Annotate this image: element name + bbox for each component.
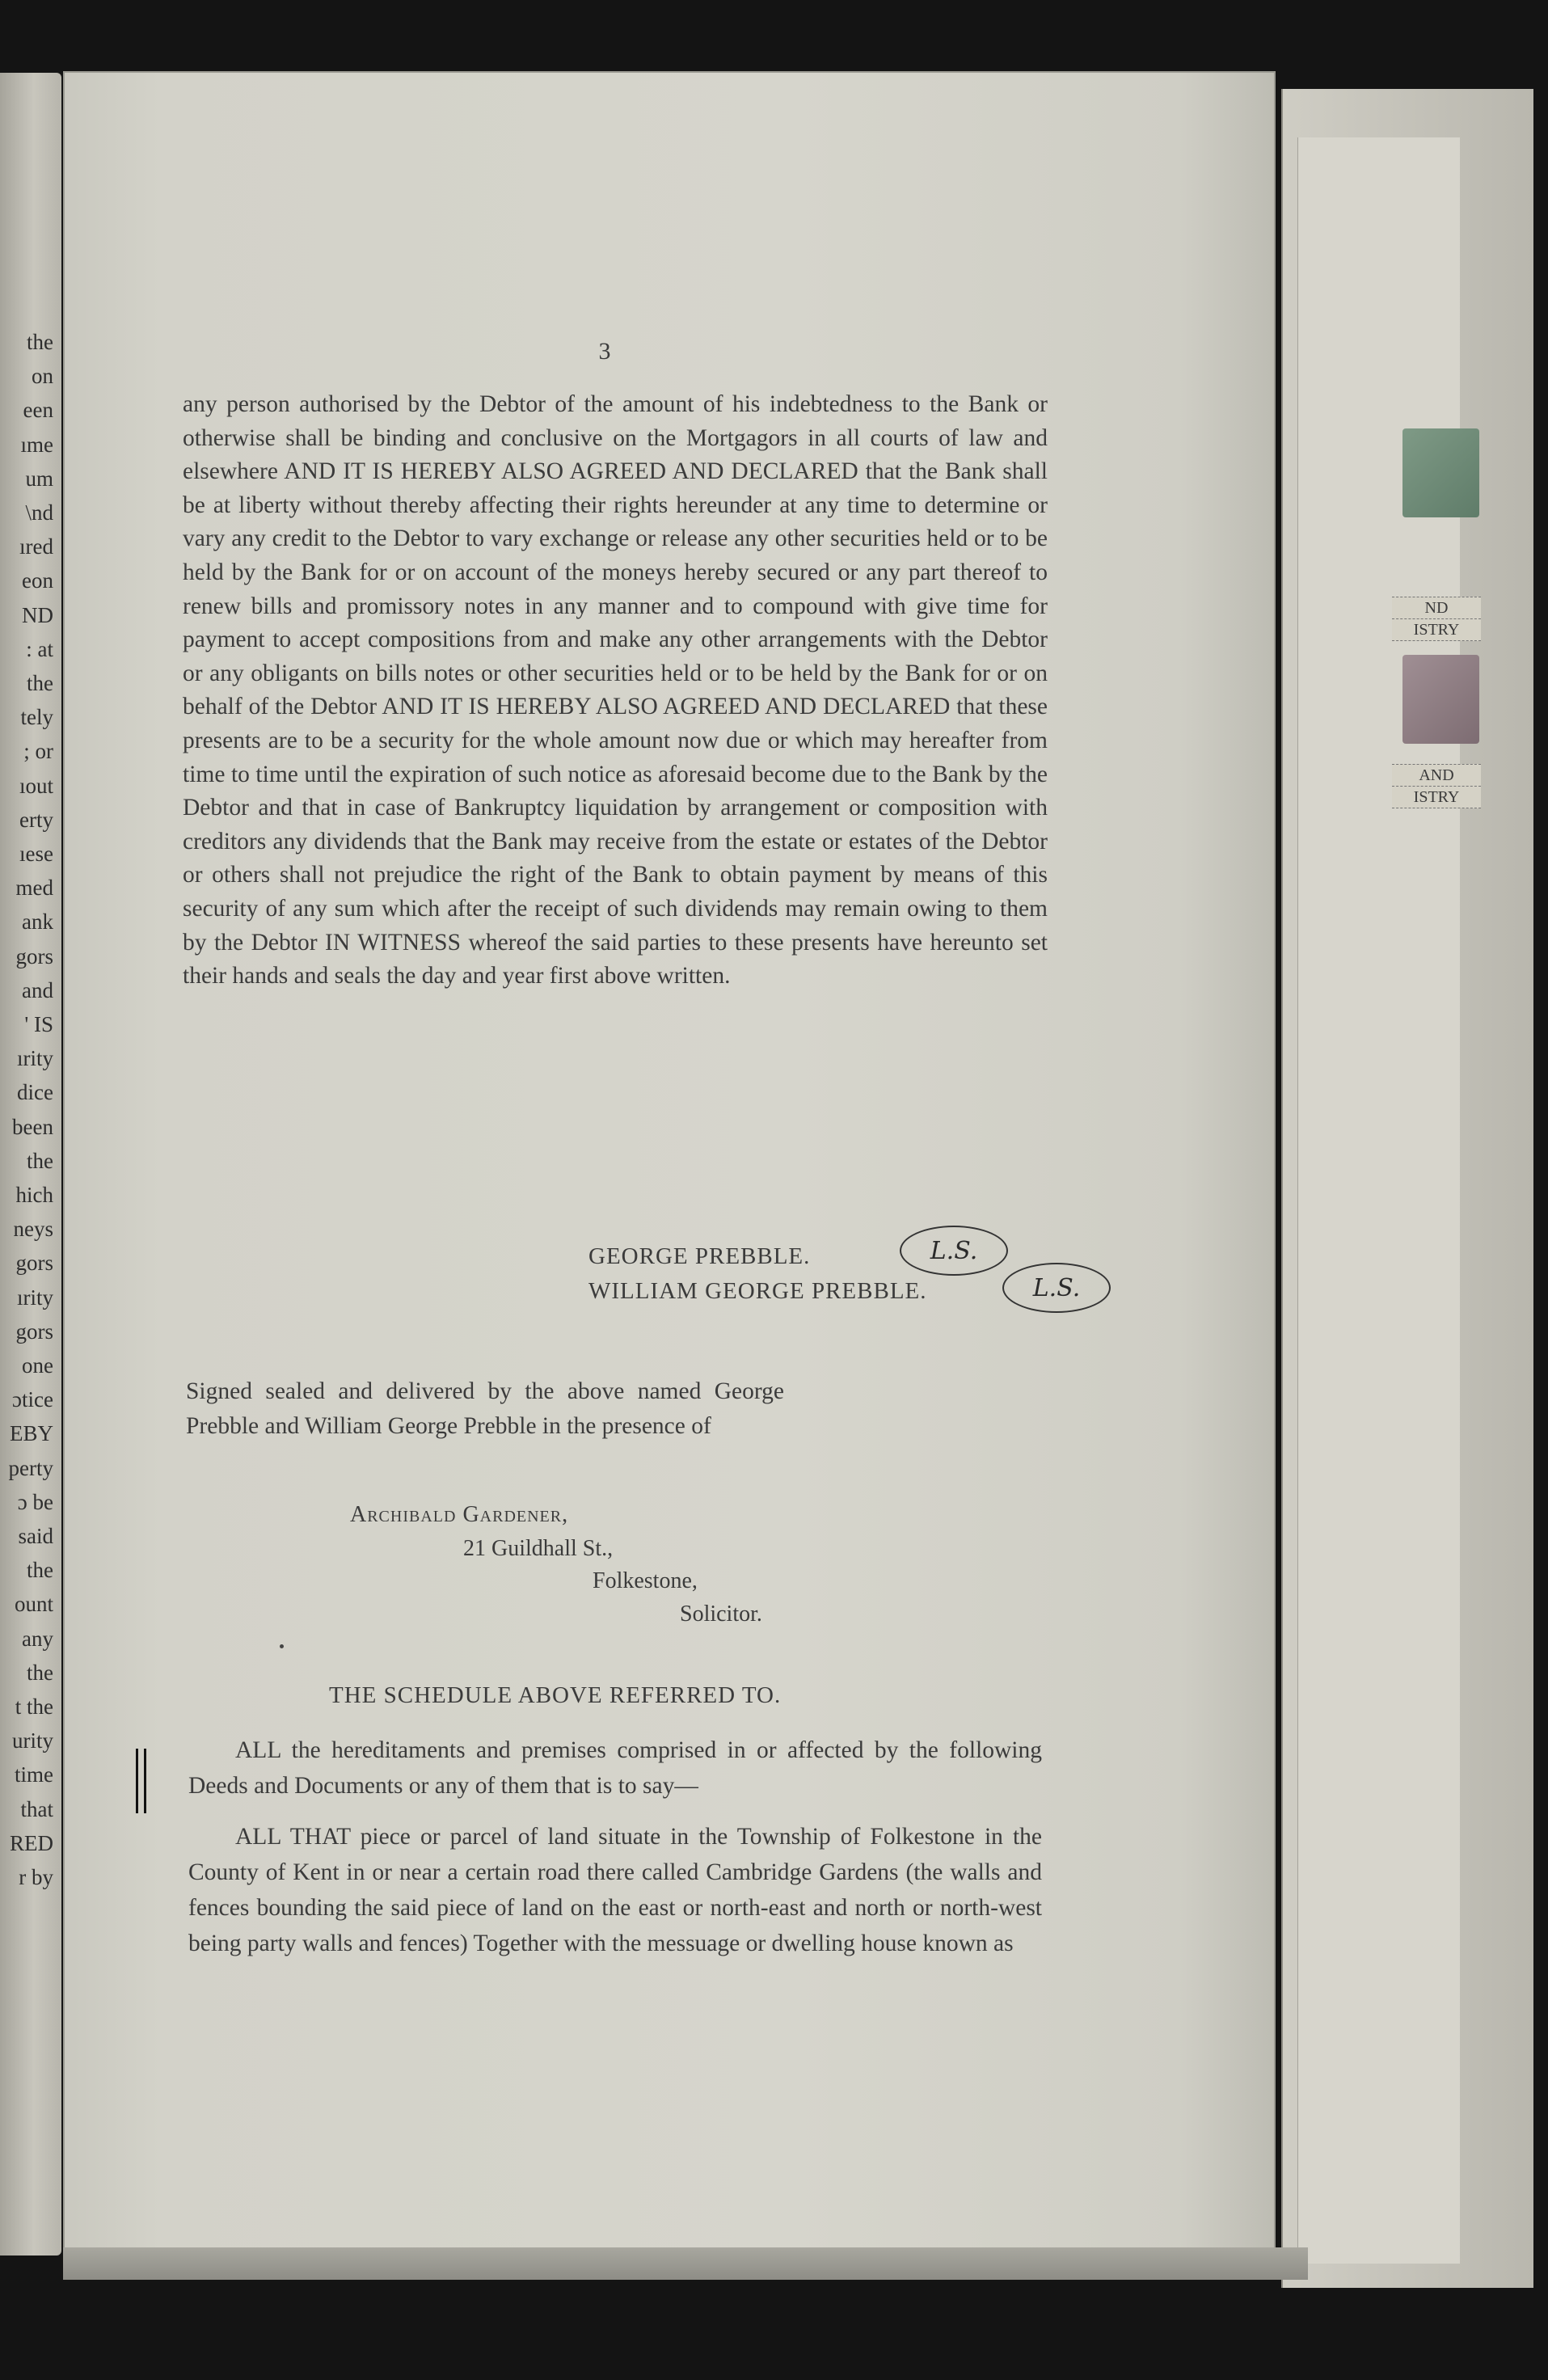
seal-icon-1: L.S. [900, 1226, 1008, 1276]
previous-page-fragment: ıme [20, 432, 53, 457]
previous-page-fragment: EBY [10, 1421, 53, 1446]
previous-page-fragment: ; or [23, 739, 53, 764]
stamp-band-lower: AND [1392, 764, 1481, 787]
signatory-name-2: WILLIAM GEORGE PREBBLE. [588, 1278, 927, 1304]
previous-page-fragment: \nd [25, 500, 53, 525]
previous-page-fragment: the [27, 1148, 53, 1173]
attestation-clause: Signed sealed and delivered by the above named George Prebble and William George Prebble in the presence of [186, 1378, 784, 1439]
previous-page-fragment: that [20, 1796, 53, 1821]
book-bottom-edge [63, 2247, 1308, 2280]
previous-page-fragment: urity [12, 1728, 53, 1753]
previous-page-fragment: dice [17, 1080, 53, 1105]
next-pages-stack [1281, 89, 1533, 2288]
previous-page-fragment: ɔ be [17, 1489, 53, 1514]
previous-page-fragment: said [18, 1524, 53, 1548]
previous-page-fragment: t the [15, 1694, 53, 1719]
previous-page-fragment: tely [20, 705, 53, 730]
revenue-stamp-green [1402, 428, 1479, 517]
stamp-band-lower-2: ISTRY [1392, 786, 1481, 808]
previous-page-fragment: hich [15, 1183, 53, 1207]
previous-page-fragment: med [15, 876, 53, 901]
previous-page-fragment: ıout [19, 773, 53, 798]
stamp-band-upper: ND [1392, 597, 1481, 619]
page-number: 3 [598, 338, 611, 365]
witness-town: Folkestone, [593, 1568, 698, 1593]
previous-page-fragment: RED [10, 1830, 53, 1855]
previous-page-fragment: ırity [17, 1285, 53, 1310]
previous-page-fragment: erty [19, 807, 53, 832]
previous-page-fragment: ɔtice [12, 1387, 53, 1412]
previous-page-fragment: any [22, 1626, 53, 1651]
previous-page-fragment: on [32, 364, 53, 389]
previous-page-edge [0, 73, 61, 2256]
previous-page-fragment: ıred [19, 534, 53, 559]
previous-page-fragment: gors [15, 943, 53, 968]
previous-page-fragment: time [15, 1762, 53, 1787]
previous-page-fragment: the [27, 1558, 53, 1583]
previous-page-fragment: : at [26, 636, 53, 661]
previous-page-fragment: gors [15, 1251, 53, 1276]
previous-page-fragment: one [22, 1353, 53, 1378]
previous-page-fragment: ' IS [24, 1012, 53, 1036]
previous-page-fragment: ıese [19, 842, 53, 866]
schedule-heading: THE SCHEDULE ABOVE REFERRED TO. [329, 1682, 782, 1708]
previous-page-fragment: r by [19, 1865, 53, 1889]
previous-page-fragment: een [23, 398, 53, 423]
previous-page-fragment: the [27, 330, 53, 354]
previous-page-fragment: ND [22, 602, 53, 627]
previous-page-fragment: perty [8, 1455, 53, 1480]
previous-page-fragment: been [12, 1114, 53, 1139]
ink-dot [280, 1644, 284, 1648]
witness-name: Archibald Gardener, [350, 1502, 569, 1527]
revenue-stamp-mauve [1402, 655, 1479, 744]
previous-page-fragment: ırity [17, 1046, 53, 1071]
signatory-name-1: GEORGE PREBBLE. [588, 1243, 811, 1269]
previous-page-fragment: ank [22, 909, 53, 935]
previous-page-fragment: um [25, 466, 53, 491]
seal-icon-2: L.S. [1002, 1263, 1111, 1313]
previous-page-fragment: and [22, 977, 53, 1002]
deed-body-paragraph: any person authorised by the Debtor of the amount of his indebtedness to the Bank or otherwise shall be binding and conclusive on the Mortgagors in all courts of law and elsewhere AND IT IS HEREBY ALSO AGREED AND DECLARED that the Bank shall be at liberty without thereby affecting their rights hereunder at any time to determine or vary any credit to the Debtor to vary exchange or release any other securities held or to be held by the Bank for or on account of the moneys hereby secured or any part thereof to renew bills and promissory notes in any manner and to compound with give time for payment to accept compositions from and make any other arrangements with the Debtor or any obligants on bills notes or other securities held or to be held by the Bank for or on behalf of the Debtor AND IT IS HEREBY ALSO AGREED AND DECLARED that these presents are to be a security for the whole amount now due or which may hereafter from time to time until the expiration of such notice as aforesaid become due to the Bank by the Debtor and that in case of Bankruptcy liquidation by arrangement or composition with creditors any dividends that the Bank may receive from the estate or estates of the Debtor or others shall not prejudice the right of the Bank to obtain payment by means of this security of any sum which after the receipt of such dividends may remain owing to them by the Debtor IN WITNESS whereof the said parties to these presents have hereunto set their hands and seals the day and year first above written. [183, 391, 1048, 990]
previous-page-fragment: the [27, 671, 53, 695]
previous-page-fragment: ount [14, 1592, 53, 1617]
schedule-paragraph-2: ALL THAT piece or parcel of land situate in the Township of Folkestone in the County of Kent in or near a certain road there called Cambridge Gardens (the walls and fences bounding the said piece of land on the east or north-east and north or north-west being party walls and fences) Together with the messuage or dwelling house known as [188, 1824, 1042, 1956]
document-page [63, 71, 1276, 2254]
margin-double-line-mark [134, 1749, 150, 1813]
previous-page-fragment: gors [15, 1319, 53, 1344]
schedule-paragraph-1: ALL the hereditaments and premises comprised in or affected by the following Deeds and Documents or any of them that is to say— [188, 1737, 1042, 1799]
previous-page-fragment: eon [22, 568, 53, 593]
stamp-band-upper-2: ISTRY [1392, 618, 1481, 641]
previous-page-fragment: the [27, 1660, 53, 1685]
previous-page-fragment: neys [13, 1217, 53, 1242]
witness-occupation: Solicitor. [680, 1601, 762, 1627]
witness-address: 21 Guildhall St., [463, 1536, 614, 1561]
